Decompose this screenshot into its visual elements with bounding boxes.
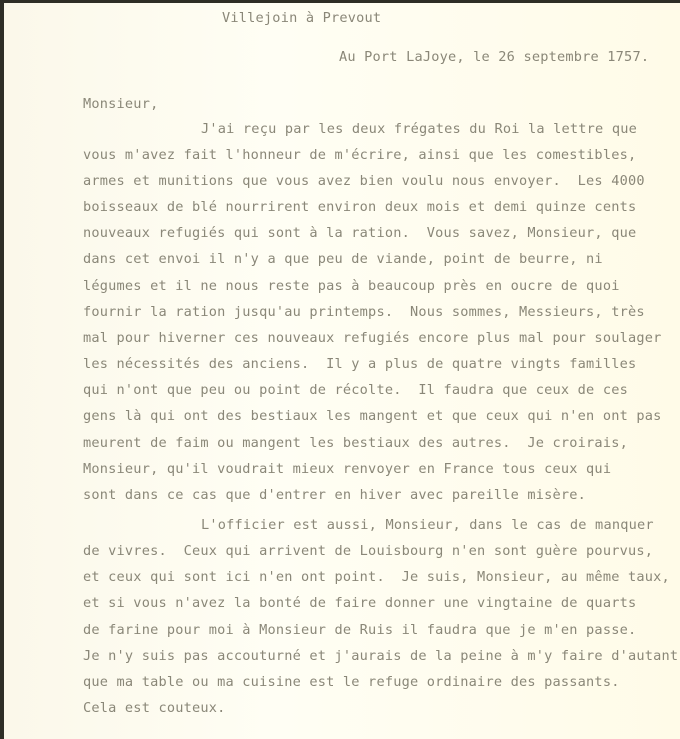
paragraph-2-line: Cela est couteux.: [83, 700, 226, 716]
paragraph-1-line: nouveaux refugiés qui sont à la ration. Vous savez, Monsieur, que: [83, 225, 637, 241]
paragraph-2-line: L'officier est aussi, Monsieur, dans le cas de manquer: [201, 517, 654, 533]
paragraph-1-line: meurent de faim ou mangent les bestiaux des autres. Je croirais,: [83, 435, 628, 451]
paragraph-1-line: boisseaux de blé nourrirent environ deux mois et demi quinze cents: [83, 199, 637, 215]
paragraph-1-line: Monsieur, qu'il voudrait mieux renvoyer en France tous ceux qui: [83, 461, 612, 477]
paragraph-2-line: et ceux qui sont ici n'en ont point. Je suis, Monsieur, au même taux,: [83, 569, 670, 585]
paragraph-1-line: armes et munitions que vous avez bien voulu nous envoyer. Les 4000: [83, 173, 645, 189]
letter-page: [4, 3, 680, 739]
paragraph-1-line: mal pour hiverner ces nouveaux refugiés encore plus mal pour soulager: [83, 330, 662, 346]
paragraph-1-line: fournir la ration jusqu'au printemps. Nous sommes, Messieurs, très: [83, 304, 645, 320]
paragraph-1-line: sont dans ce cas que d'entrer en hiver avec pareille misère.: [83, 487, 587, 503]
paragraph-2-line: de vivres. Ceux qui arrivent de Louisbourg n'en sont guère pourvus,: [83, 543, 654, 559]
paragraph-2-line: que ma table ou ma cuisine est le refuge ordinaire des passants.: [83, 674, 620, 690]
paragraph-1-line: gens là qui ont des bestiaux les mangent et que ceux qui n'en ont pas: [83, 408, 662, 424]
paragraph-1-line: dans cet envoi il n'y a que peu de viande, point de beurre, ni: [83, 251, 603, 267]
paragraph-1-line: J'ai reçu par les deux frégates du Roi la lettre que: [201, 121, 637, 137]
paragraph-1-line: qui n'ont que peu ou point de récolte. Il faudra que ceux de ces: [83, 382, 628, 398]
paragraph-2-line: de farine pour moi à Monsieur de Ruis il faudra que je m'en passe.: [83, 622, 637, 638]
paragraph-2-line: Je n'y suis pas accouturné et j'aurais de la peine à m'y faire d'autant: [83, 648, 679, 664]
paragraph-1-line: les nécessités des anciens. Il y a plus de quatre vingts familles: [83, 356, 637, 372]
paragraph-1-line: légumes et il ne nous reste pas à beaucoup près en oucre de quoi: [83, 278, 620, 294]
paragraph-1-line: vous m'avez fait l'honneur de m'écrire, ainsi que les comestibles,: [83, 147, 637, 163]
paragraph-2-line: et si vous n'avez la bonté de faire donner une vingtaine de quarts: [83, 595, 637, 611]
header-recipient: Villejoin à Prevout: [222, 10, 382, 26]
header-place-date: Au Port LaJoye, le 26 septembre 1757.: [339, 49, 650, 65]
salutation: Monsieur,: [83, 96, 159, 112]
